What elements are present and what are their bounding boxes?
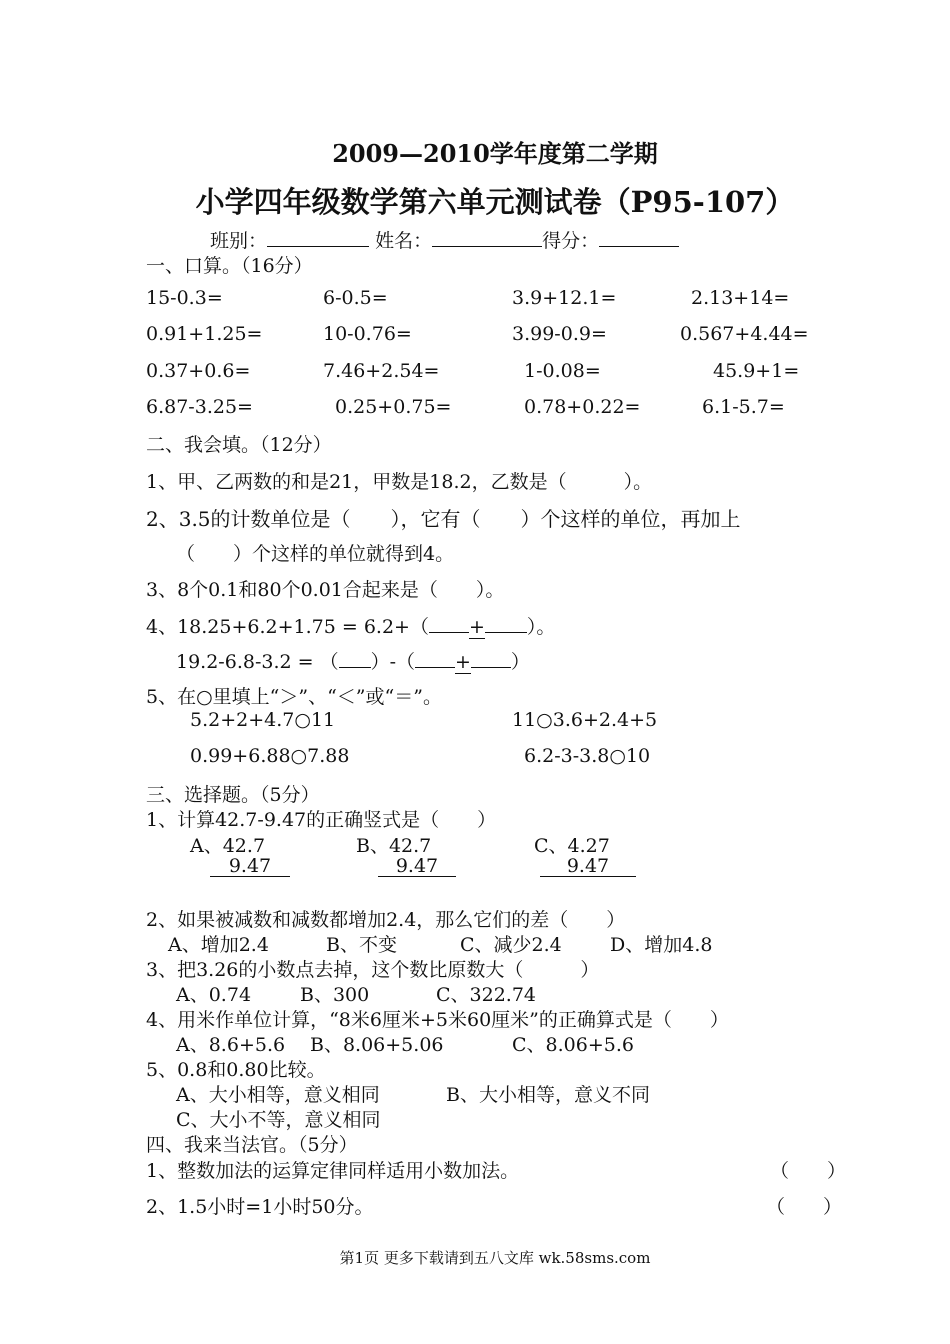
choice-question-3: 3、把3.26的小数点去掉，这个数比原数大（ ） [146, 959, 600, 981]
choice-question-2: 2、如果被减数和减数都增加2.4，那么它们的差（ ） [146, 909, 626, 931]
choice-option-b[interactable]: B、8.06+5.06 [310, 1034, 444, 1056]
info-line [210, 226, 679, 253]
fill-question-3: 3、8个0.1和80个0.01合起来是（ ）。 [146, 579, 505, 601]
calc-item: 3.9+12.1= [512, 287, 617, 309]
choice-option-a[interactable]: A、8.6+5.6 [176, 1034, 286, 1056]
fill-question-1: 1、甲、乙两数的和是21，甲数是18.2，乙数是（ ）。 [146, 471, 653, 493]
section1-heading: 一、口算。（16分） [146, 255, 313, 277]
choice-question-5: 5、0.8和0.80比较。 [146, 1059, 326, 1081]
choice-option-b[interactable]: B、不变 [326, 934, 397, 956]
judge-answer-2[interactable]: （ ） [766, 1196, 843, 1218]
calc-item: 15-0.3= [146, 287, 223, 309]
vertical-subtrahend: 9.47 [540, 856, 636, 877]
calc-item: 10-0.76= [323, 323, 412, 345]
calc-item: 45.9+1= [713, 360, 800, 382]
fill-question-5: 5、在○里填上“＞”、“＜”或“＝”。 [146, 686, 442, 708]
name-label: 姓名： [375, 230, 433, 252]
q4b-plus: + [455, 651, 471, 673]
calc-item: 6.87-3.25= [146, 396, 253, 418]
q4b-blank-2[interactable] [415, 648, 455, 668]
judge-answer-1[interactable]: （ ） [770, 1160, 847, 1182]
calc-item: 7.46+2.54= [323, 360, 440, 382]
choice-option-b[interactable]: B、300 [300, 984, 370, 1006]
choice-option-a[interactable]: A、0.74 [176, 984, 252, 1006]
score-blank[interactable] [599, 227, 679, 247]
exam-term-title: 2009—2010学年度第二学期 [332, 139, 658, 168]
vertical-subtrahend: 9.47 [378, 856, 456, 877]
compare-item: 5.2+2+4.7○11 [190, 709, 336, 731]
section3-heading: 三、选择题。（5分） [146, 784, 320, 806]
q4a-blank-1[interactable] [429, 613, 469, 633]
calc-item: 6.1-5.7= [702, 396, 785, 418]
judge-question-2: 2、1.5小时=1小时50分。 [146, 1196, 374, 1218]
score-label: 得分： [542, 230, 600, 252]
choice-option-d[interactable]: D、增加4.8 [610, 934, 713, 956]
q4a-plus: + [468, 616, 485, 638]
calc-item: 0.91+1.25= [146, 323, 263, 345]
q4a-blank-2[interactable] [485, 613, 527, 633]
choice-question-1: 1、计算42.7-9.47的正确竖式是（ ） [146, 809, 497, 831]
choice-option-c[interactable]: C、4.27 [534, 835, 610, 857]
choice-option-c[interactable]: C、减少2.4 [460, 934, 562, 956]
compare-item: 0.99+6.88○7.88 [190, 745, 350, 767]
judge-question-1: 1、整数加法的运算定律同样适用小数加法。 [146, 1160, 520, 1182]
q4b-prefix: 19.2-6.8-3.2 = （ [176, 651, 339, 673]
calc-item: 0.567+4.44= [680, 323, 809, 345]
page-footer: 第1页 更多下载请到五八文库 wk.58sms.com [339, 1249, 651, 1267]
choice-option-a[interactable]: A、大小相等，意义相同 [176, 1084, 380, 1106]
q4a-prefix: 4、18.25+6.2+1.75 = 6.2+（ [146, 616, 429, 638]
fill-question-2: 2、3.5的计数单位是（ ），它有（ ）个这样的单位，再加上 [146, 507, 741, 531]
choice-option-c[interactable]: C、8.06+5.6 [512, 1034, 634, 1056]
exam-title: 小学四年级数学第六单元测试卷（P95-107） [195, 185, 795, 219]
choice-option-b[interactable]: B、大小相等，意义不同 [446, 1084, 650, 1106]
calc-item: 2.13+14= [691, 287, 790, 309]
calc-item: 6-0.5= [323, 287, 388, 309]
compare-item: 6.2-3-3.8○10 [524, 745, 651, 767]
fill-question-4b [176, 647, 530, 674]
choice-question-4: 4、用米作单位计算，“8米6厘米+5米60厘米”的正确算式是（ ） [146, 1009, 729, 1031]
q4b-blank-3[interactable] [471, 648, 511, 668]
q4b-blank-1[interactable] [339, 648, 371, 668]
calc-item: 0.25+0.75= [335, 396, 452, 418]
calc-item: 0.37+0.6= [146, 360, 251, 382]
fill-question-2-cont: （ ）个这样的单位就得到4。 [176, 543, 455, 565]
q4b-suffix: ） [510, 651, 530, 673]
vertical-subtrahend: 9.47 [210, 856, 290, 877]
compare-item: 11○3.6+2.4+5 [512, 709, 658, 731]
fill-question-4 [146, 612, 555, 639]
q4a-suffix: ）。 [526, 616, 556, 638]
choice-option-a[interactable]: A、增加2.4 [168, 934, 269, 956]
section4-heading: 四、我来当法官。（5分） [146, 1134, 358, 1156]
calc-item: 1-0.08= [524, 360, 601, 382]
name-blank[interactable] [432, 227, 542, 247]
class-label: 班别： [210, 230, 268, 252]
choice-option-c[interactable]: C、大小不等，意义相同 [176, 1109, 381, 1131]
choice-option-a[interactable]: A、42.7 [190, 835, 266, 857]
choice-option-b[interactable]: B、42.7 [356, 835, 432, 857]
class-blank[interactable] [267, 227, 369, 247]
q4b-middle: ）-（ [370, 651, 415, 673]
choice-option-c[interactable]: C、322.74 [436, 984, 537, 1006]
calc-item: 0.78+0.22= [524, 396, 641, 418]
calc-item: 3.99-0.9= [512, 323, 607, 345]
section2-heading: 二、我会填。（12分） [146, 434, 332, 456]
